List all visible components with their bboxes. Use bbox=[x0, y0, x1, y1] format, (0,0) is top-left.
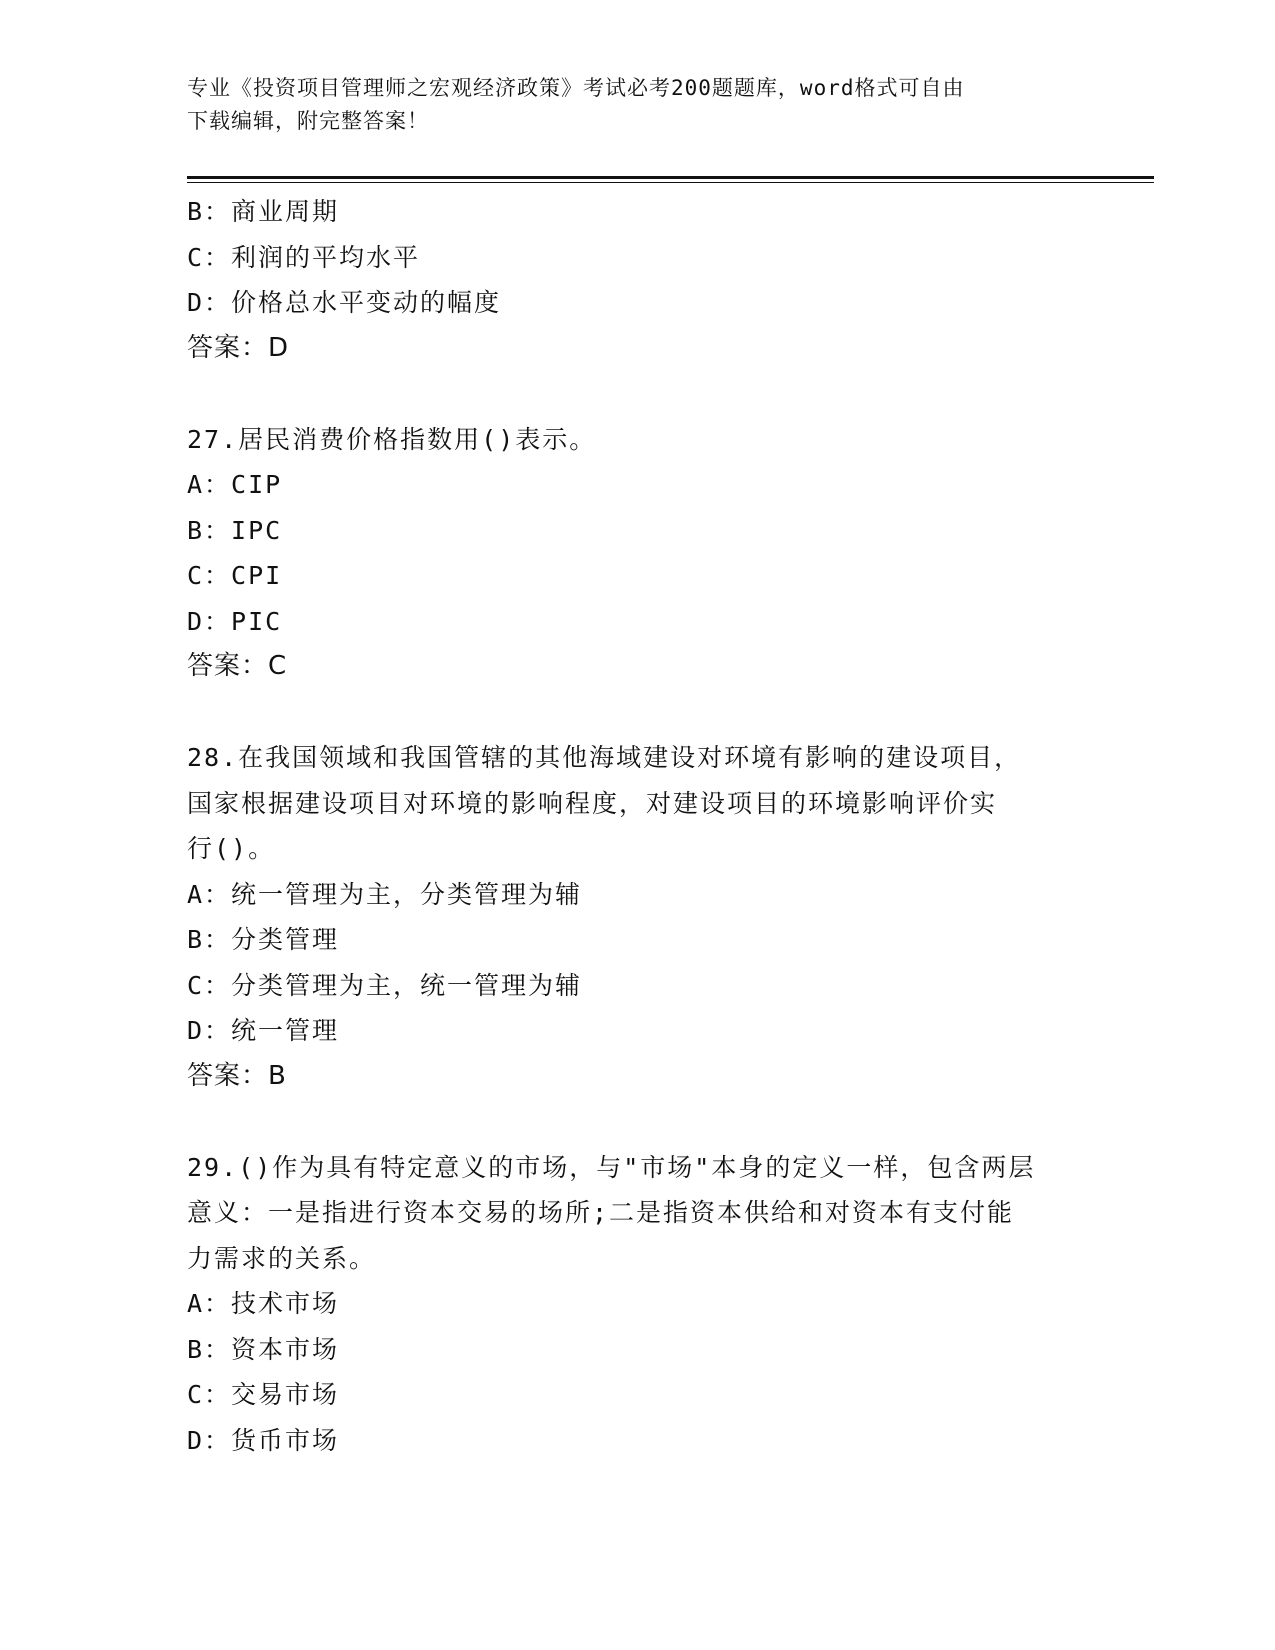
option-a: A：技术市场 bbox=[187, 1289, 340, 1318]
question-stem: 27.居民消费价格指数用()表示。 bbox=[187, 424, 597, 454]
option-b: B：IPC bbox=[187, 515, 283, 545]
answer-line: 答案：D bbox=[187, 332, 290, 363]
option-d: D：货币市场 bbox=[187, 1425, 340, 1455]
header-line-1: 专业《投资项目管理师之宏观经济政策》考试必考200题题库，word格式可自由 bbox=[187, 76, 965, 100]
option-b: B：分类管理 bbox=[187, 925, 340, 954]
question-27 bbox=[187, 417, 1087, 690]
option-d: D：统一管理 bbox=[187, 1016, 340, 1045]
question-29 bbox=[187, 1145, 1087, 1464]
answer-line: 答案：C bbox=[187, 651, 288, 681]
option-b: B：资本市场 bbox=[187, 1334, 340, 1364]
header-line-2: 下载编辑，附完整答案！ bbox=[187, 109, 429, 133]
option-a: A：统一管理为主，分类管理为辅 bbox=[187, 879, 583, 909]
option-a: A：CIP bbox=[187, 470, 283, 499]
header-divider-thin bbox=[187, 182, 1154, 183]
question-list bbox=[187, 189, 1087, 1463]
question-stem-line-1: 28.在我国领域和我国管辖的其他海域建设对环境有影响的建设项目， bbox=[187, 743, 1022, 772]
header-divider-thick bbox=[187, 176, 1154, 179]
question-stem-line-2: 国家根据建设项目对环境的影响程度，对建设项目的环境影响评价实 bbox=[187, 788, 998, 818]
spacer bbox=[187, 690, 1087, 736]
question-stem-line-3: 行()。 bbox=[187, 834, 276, 863]
option-d: D：PIC bbox=[187, 606, 283, 636]
answer-line: 答案：B bbox=[187, 1060, 287, 1091]
spacer bbox=[187, 1099, 1087, 1145]
option-c: C：交易市场 bbox=[187, 1380, 340, 1409]
page-header bbox=[187, 72, 1087, 138]
question-stem-line-1: 29.()作为具有特定意义的市场，与"市场"本身的定义一样，包含两层 bbox=[187, 1152, 1036, 1182]
question-stem-line-3: 力需求的关系。 bbox=[187, 1243, 377, 1273]
option-c: C：分类管理为主，统一管理为辅 bbox=[187, 970, 583, 1000]
option-d: D：价格总水平变动的幅度 bbox=[187, 288, 502, 317]
option-c: C：CPI bbox=[187, 561, 283, 590]
question-stem-line-2: 意义：一是指进行资本交易的场所;二是指资本供给和对资本有支付能 bbox=[187, 1198, 1015, 1227]
question-26-tail bbox=[187, 189, 1087, 371]
question-28 bbox=[187, 735, 1087, 1099]
option-b: B：商业周期 bbox=[187, 197, 340, 226]
option-c: C：利润的平均水平 bbox=[187, 242, 421, 272]
spacer bbox=[187, 371, 1087, 417]
